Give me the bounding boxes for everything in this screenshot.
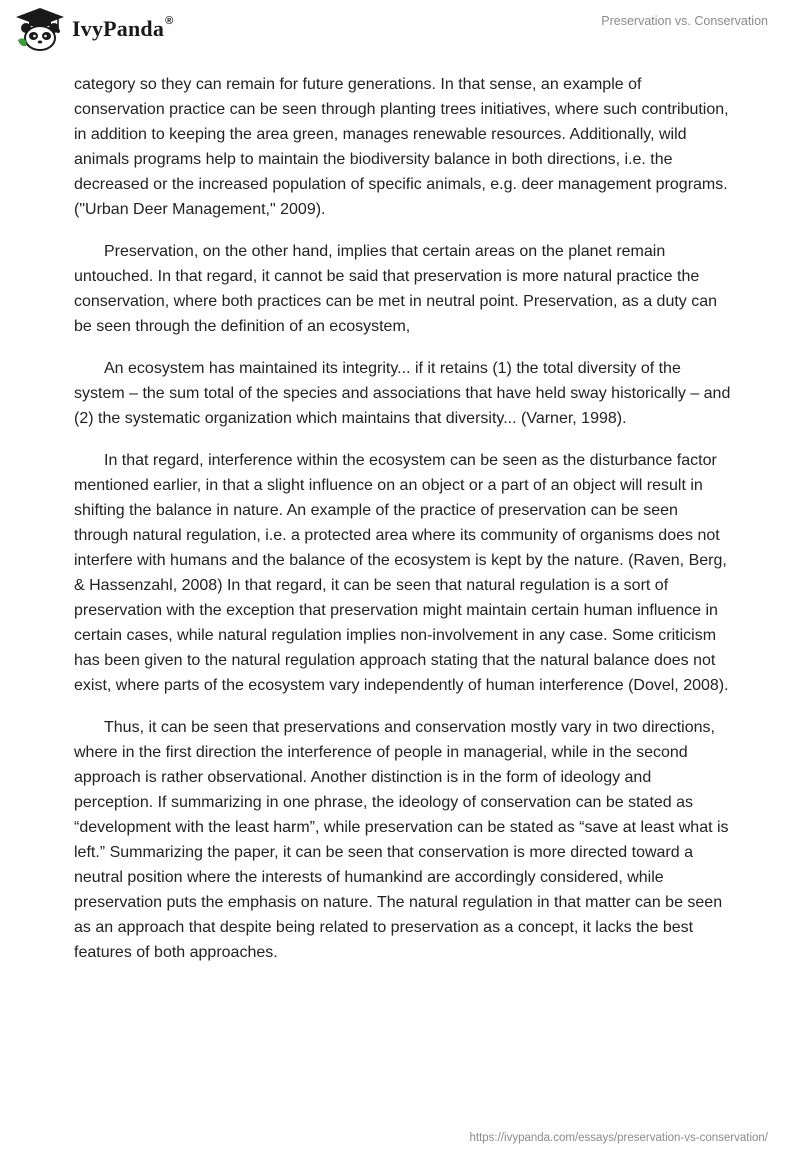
paragraph-2: Preservation, on the other hand, implies that certain areas on the planet remain untouched. In that regard, it cannot be said that preservation is more natural practice the conservation, where both practices can be met in neutral point. Preservation, as a duty can be seen through the definition of an ecosystem, bbox=[74, 243, 718, 335]
essay-body bbox=[74, 72, 734, 982]
paragraph-4: Thus, it can be seen that preservations and conservation mostly vary in two directions, where in the first direction the interference of people in managerial, while in the second approach is rather observational. Another distinction is in the form of ideology and perception. If summarizing in one phrase, the ideology of conservation can be stated as “development with the least harm”, while preservation can be stated as “save at least what is left.” Summarizing the paper, it can be seen that conservation is more directed toward a neutral position where the interests of humankind are accordingly considered, while preservation puts the emphasis on nature. The natural regulation in that matter can be seen as an approach that despite being related to preservation as a concept, it lacks the best features of both approaches. bbox=[74, 719, 729, 961]
brand-name: IvyPanda® bbox=[72, 14, 174, 41]
document-title: Preservation vs. Conservation bbox=[601, 14, 768, 28]
ivypanda-logo[interactable] bbox=[14, 6, 173, 52]
block-quote: An ecosystem has maintained its integrity... if it retains (1) the total diversity of the system – the sum total of the species and associations that have held sway historically – and (2) the systematic organization which maintains that diversity... (Varner, 1998). bbox=[74, 360, 731, 427]
source-url[interactable]: https://ivypanda.com/essays/preservation-vs-conservation/ bbox=[469, 1132, 768, 1144]
paragraph-1: category so they can remain for future generations. In that sense, an example of conservation practice can be seen through planting trees initiatives, where such contribution, in addition to keeping the area green, manages renewable resources. Additionally, wild animals programs help to maintain the biodiversity balance in both directions, i.e. the decreased or the increased population of specific animals, e.g. deer management programs. ("Urban Deer Management," 2009). bbox=[74, 76, 729, 218]
page-header bbox=[0, 0, 800, 56]
panda-graduate-icon bbox=[14, 6, 66, 52]
registered-mark: ® bbox=[165, 14, 174, 27]
paragraph-3: In that regard, interference within the ecosystem can be seen as the disturbance factor mentioned earlier, in that a slight influence on an object or a part of an object will result in shifting the balance in nature. An example of the practice of preservation can be seen through natural regulation, i.e. a protected area where its community of organisms does not interfere with humans and the balance of the ecosystem is kept by the nature. (Raven, Berg, & Hassenzahl, 2008) In that regard, it can be seen that natural regulation is a sort of preservation with the exception that preservation might maintain certain human influence in certain cases, while natural regulation implies non-involvement in any case. Some criticism has been given to the natural regulation approach stating that the natural balance does not exist, where parts of the ecosystem vary independently of human interference (Dovel, 2008). bbox=[74, 452, 729, 694]
